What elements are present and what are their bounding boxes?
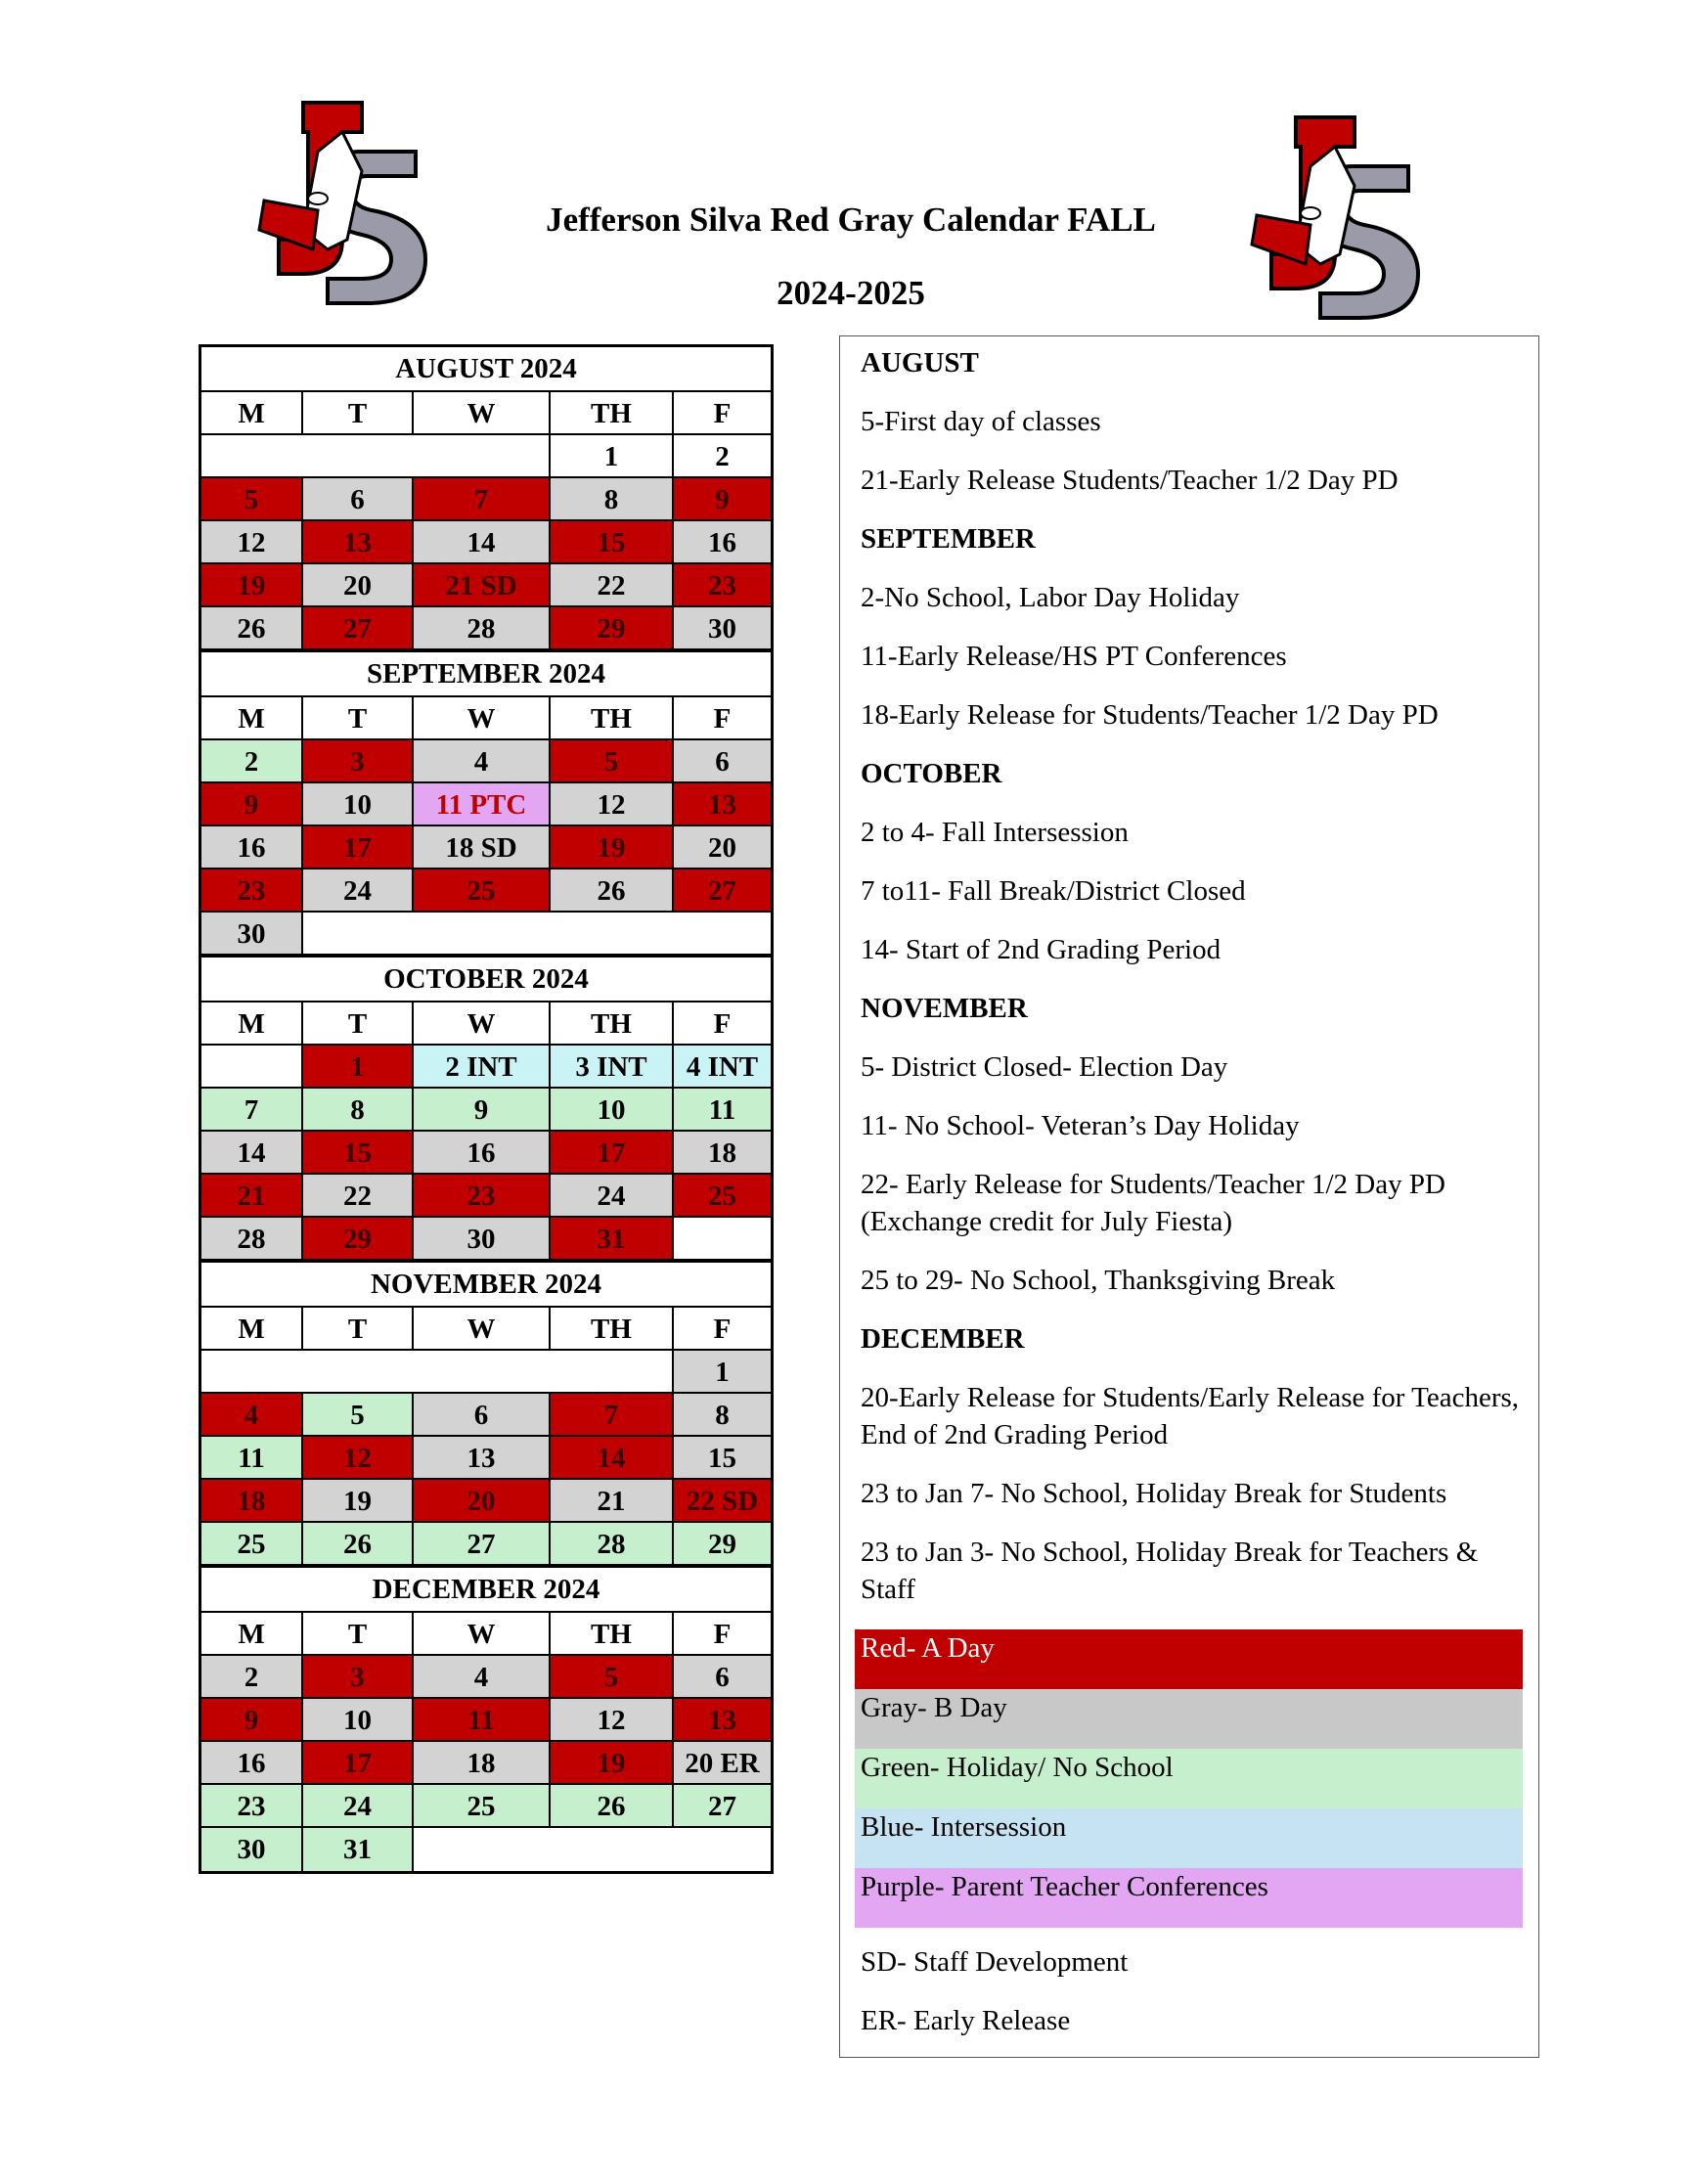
- events-panel: [839, 335, 1539, 2058]
- page-title: Jefferson Silva Red Gray Calendar FALL: [546, 201, 1156, 239]
- event-item: 5-First day of classes: [861, 406, 1101, 437]
- day-cell: 24: [551, 1175, 674, 1218]
- event-item: 14- Start of 2nd Grading Period: [861, 934, 1222, 965]
- day-cell: 16: [201, 1742, 303, 1785]
- day-cell: 16: [414, 1132, 551, 1175]
- day-cell: 29: [674, 1523, 771, 1566]
- day-cell: 12: [303, 1437, 414, 1480]
- weekday-header: M: [201, 1308, 303, 1351]
- weekday-header: W: [414, 392, 551, 435]
- day-cell: 15: [674, 1437, 771, 1480]
- day-cell: 3: [303, 740, 414, 783]
- day-cell: 16: [201, 826, 303, 869]
- empty-cell: [201, 435, 551, 478]
- weekday-header: W: [414, 1308, 551, 1351]
- day-cell: 26: [551, 869, 674, 913]
- day-cell: 5: [551, 740, 674, 783]
- day-cell: 15: [551, 521, 674, 564]
- event-month-heading: NOVEMBER: [861, 993, 1028, 1024]
- legend-green: [855, 1749, 1523, 1808]
- event-item: 20-Early Release for Students/Early Release for Teachers, End of 2nd Grading Period: [861, 1382, 1520, 1450]
- month-title: NOVEMBER 2024: [201, 1261, 771, 1308]
- day-cell: 4: [414, 740, 551, 783]
- legend-gray-label: Gray- B Day: [861, 1692, 1007, 1723]
- day-cell: 14: [201, 1132, 303, 1175]
- day-cell: 6: [303, 478, 414, 521]
- day-cell: 5: [201, 478, 303, 521]
- day-cell: 26: [201, 607, 303, 650]
- empty-cell: [201, 1046, 303, 1089]
- day-cell: 11: [414, 1699, 551, 1742]
- day-cell: 6: [414, 1394, 551, 1437]
- legend-sd: [855, 1943, 1523, 1981]
- day-cell: 15: [303, 1132, 414, 1175]
- month-grid: [201, 1613, 771, 1871]
- day-cell: 24: [303, 1785, 414, 1828]
- day-cell: 10: [303, 1699, 414, 1742]
- day-cell: 26: [551, 1785, 674, 1828]
- event-item: 5- District Closed- Election Day: [861, 1051, 1228, 1083]
- day-cell: 12: [551, 783, 674, 826]
- event-item: 22- Early Release for Students/Teacher 1/2 Day PD (Exchange credit for July Fiesta): [861, 1169, 1445, 1237]
- day-cell: 23: [674, 564, 771, 607]
- weekday-header: TH: [551, 1308, 674, 1351]
- weekday-header: TH: [551, 1613, 674, 1656]
- day-cell: 7: [201, 1089, 303, 1132]
- day-cell: 23: [201, 869, 303, 913]
- month-block: [201, 650, 771, 956]
- event-item: 7 to11- Fall Break/District Closed: [861, 875, 1246, 907]
- day-cell: 7: [414, 478, 551, 521]
- legend-sd-label: SD- Staff Development: [861, 1946, 1129, 1978]
- month-title: SEPTEMBER 2024: [201, 650, 771, 697]
- day-cell: 21: [551, 1480, 674, 1523]
- weekday-header: T: [303, 697, 414, 740]
- day-cell: 14: [414, 521, 551, 564]
- month-grid: [201, 697, 771, 956]
- day-cell: 23: [414, 1175, 551, 1218]
- month-title: DECEMBER 2024: [201, 1566, 771, 1613]
- legend-blue-label: Blue- Intersession: [861, 1811, 1067, 1843]
- day-cell: 10: [551, 1089, 674, 1132]
- day-cell: 27: [414, 1523, 551, 1566]
- day-cell: 19: [303, 1480, 414, 1523]
- day-cell: 30: [201, 1828, 303, 1871]
- weekday-header: M: [201, 392, 303, 435]
- legend-red-label: Red- A Day: [861, 1632, 995, 1664]
- day-cell: 2: [201, 740, 303, 783]
- day-cell: 30: [414, 1218, 551, 1261]
- day-cell: 14: [551, 1437, 674, 1480]
- day-cell: 19: [551, 826, 674, 869]
- legend-purple-label: Purple- Parent Teacher Conferences: [861, 1871, 1268, 1902]
- day-cell: 19: [551, 1742, 674, 1785]
- day-cell: 26: [303, 1523, 414, 1566]
- month-block: [201, 1261, 771, 1566]
- day-cell: 25: [674, 1175, 771, 1218]
- calendar-table: [199, 344, 774, 1874]
- day-cell: 29: [303, 1218, 414, 1261]
- day-cell: 12: [551, 1699, 674, 1742]
- day-cell: 4 INT: [674, 1046, 771, 1089]
- day-cell: 13: [674, 1699, 771, 1742]
- weekday-header: TH: [551, 392, 674, 435]
- weekday-header: W: [414, 1003, 551, 1046]
- day-cell: 6: [674, 1656, 771, 1699]
- day-cell: 18: [414, 1742, 551, 1785]
- day-cell: 17: [551, 1132, 674, 1175]
- empty-cell: [303, 913, 771, 956]
- event-item: 11-Early Release/HS PT Conferences: [861, 641, 1287, 672]
- day-cell: 2: [201, 1656, 303, 1699]
- day-cell: 1: [674, 1351, 771, 1394]
- day-cell: 31: [303, 1828, 414, 1871]
- day-cell: 18: [201, 1480, 303, 1523]
- day-cell: 12: [201, 521, 303, 564]
- day-cell: 20 ER: [674, 1742, 771, 1785]
- day-cell: 27: [674, 869, 771, 913]
- day-cell: 21 SD: [414, 564, 551, 607]
- event-item: 23 to Jan 7- No School, Holiday Break for Students: [861, 1478, 1447, 1509]
- day-cell: 17: [303, 1742, 414, 1785]
- day-cell: 11 PTC: [414, 783, 551, 826]
- event-month-heading: OCTOBER: [861, 758, 1002, 789]
- day-cell: 20: [674, 826, 771, 869]
- day-cell: 3 INT: [551, 1046, 674, 1089]
- day-cell: 25: [414, 869, 551, 913]
- day-cell: 2: [674, 435, 771, 478]
- legend-er: [855, 2002, 1523, 2039]
- day-cell: 25: [414, 1785, 551, 1828]
- day-cell: 21: [201, 1175, 303, 1218]
- empty-cell: [201, 1351, 674, 1394]
- event-month-heading: AUGUST: [861, 347, 979, 379]
- month-grid: [201, 1003, 771, 1261]
- day-cell: 5: [303, 1394, 414, 1437]
- day-cell: 3: [303, 1656, 414, 1699]
- day-cell: 11: [674, 1089, 771, 1132]
- day-cell: 13: [674, 783, 771, 826]
- day-cell: 19: [201, 564, 303, 607]
- legend-red: [855, 1629, 1523, 1689]
- event-item: 18-Early Release for Students/Teacher 1/2 Day PD: [861, 699, 1439, 731]
- legend-purple: [855, 1868, 1523, 1928]
- day-cell: 9: [674, 478, 771, 521]
- day-cell: 1: [303, 1046, 414, 1089]
- weekday-header: F: [674, 1613, 771, 1656]
- day-cell: 29: [551, 607, 674, 650]
- event-month-heading: SEPTEMBER: [861, 523, 1036, 555]
- weekday-header: M: [201, 1003, 303, 1046]
- empty-cell: [414, 1828, 771, 1871]
- day-cell: 22: [303, 1175, 414, 1218]
- day-cell: 20: [414, 1480, 551, 1523]
- weekday-header: T: [303, 392, 414, 435]
- weekday-header: T: [303, 1003, 414, 1046]
- day-cell: 28: [201, 1218, 303, 1261]
- day-cell: 2 INT: [414, 1046, 551, 1089]
- legend-green-label: Green- Holiday/ No School: [861, 1752, 1174, 1783]
- day-cell: 24: [303, 869, 414, 913]
- day-cell: 1: [551, 435, 674, 478]
- month-block: [201, 1566, 771, 1871]
- weekday-header: TH: [551, 697, 674, 740]
- month-grid: [201, 1308, 771, 1566]
- events-list: [840, 344, 1538, 1608]
- weekday-header: W: [414, 1613, 551, 1656]
- weekday-header: T: [303, 1308, 414, 1351]
- month-grid: [201, 392, 771, 650]
- weekday-header: M: [201, 1613, 303, 1656]
- day-cell: 17: [303, 826, 414, 869]
- day-cell: 22: [551, 564, 674, 607]
- day-cell: 20: [303, 564, 414, 607]
- month-title: OCTOBER 2024: [201, 956, 771, 1003]
- event-item: 23 to Jan 3- No School, Holiday Break for Teachers & Staff: [861, 1537, 1479, 1605]
- day-cell: 9: [201, 783, 303, 826]
- day-cell: 10: [303, 783, 414, 826]
- weekday-header: T: [303, 1613, 414, 1656]
- weekday-header: W: [414, 697, 551, 740]
- month-block: [201, 956, 771, 1261]
- empty-cell: [674, 1218, 771, 1261]
- day-cell: 18: [674, 1132, 771, 1175]
- day-cell: 23: [201, 1785, 303, 1828]
- day-cell: 7: [551, 1394, 674, 1437]
- event-item: 25 to 29- No School, Thanksgiving Break: [861, 1265, 1336, 1296]
- weekday-header: F: [674, 1003, 771, 1046]
- day-cell: 8: [674, 1394, 771, 1437]
- day-cell: 9: [201, 1699, 303, 1742]
- day-cell: 11: [201, 1437, 303, 1480]
- day-cell: 18 SD: [414, 826, 551, 869]
- day-cell: 30: [201, 913, 303, 956]
- month-block: [201, 347, 771, 650]
- day-cell: 25: [201, 1523, 303, 1566]
- day-cell: 13: [414, 1437, 551, 1480]
- event-month-heading: DECEMBER: [861, 1323, 1025, 1355]
- day-cell: 6: [674, 740, 771, 783]
- weekday-header: F: [674, 697, 771, 740]
- day-cell: 28: [551, 1523, 674, 1566]
- day-cell: 31: [551, 1218, 674, 1261]
- day-cell: 27: [303, 607, 414, 650]
- day-cell: 28: [414, 607, 551, 650]
- weekday-header: F: [674, 392, 771, 435]
- school-logo-left: [244, 93, 440, 318]
- school-year: 2024-2025: [777, 274, 925, 312]
- weekday-header: M: [201, 697, 303, 740]
- day-cell: 4: [414, 1656, 551, 1699]
- weekday-header: TH: [551, 1003, 674, 1046]
- event-item: 2-No School, Labor Day Holiday: [861, 582, 1240, 613]
- day-cell: 4: [201, 1394, 303, 1437]
- legend-blue: [855, 1808, 1523, 1868]
- day-cell: 8: [303, 1089, 414, 1132]
- event-item: 21-Early Release Students/Teacher 1/2 Day PD: [861, 465, 1399, 496]
- day-cell: 22 SD: [674, 1480, 771, 1523]
- event-item: 2 to 4- Fall Intersession: [861, 817, 1129, 848]
- event-item: 11- No School- Veteran’s Day Holiday: [861, 1110, 1300, 1141]
- day-cell: 27: [674, 1785, 771, 1828]
- day-cell: 8: [551, 478, 674, 521]
- legend-er-label: ER- Early Release: [861, 2005, 1071, 2036]
- day-cell: 9: [414, 1089, 551, 1132]
- month-title: AUGUST 2024: [201, 347, 771, 392]
- legend-gray: [855, 1689, 1523, 1749]
- day-cell: 30: [674, 607, 771, 650]
- day-cell: 5: [551, 1656, 674, 1699]
- day-cell: 13: [303, 521, 414, 564]
- weekday-header: F: [674, 1308, 771, 1351]
- day-cell: 16: [674, 521, 771, 564]
